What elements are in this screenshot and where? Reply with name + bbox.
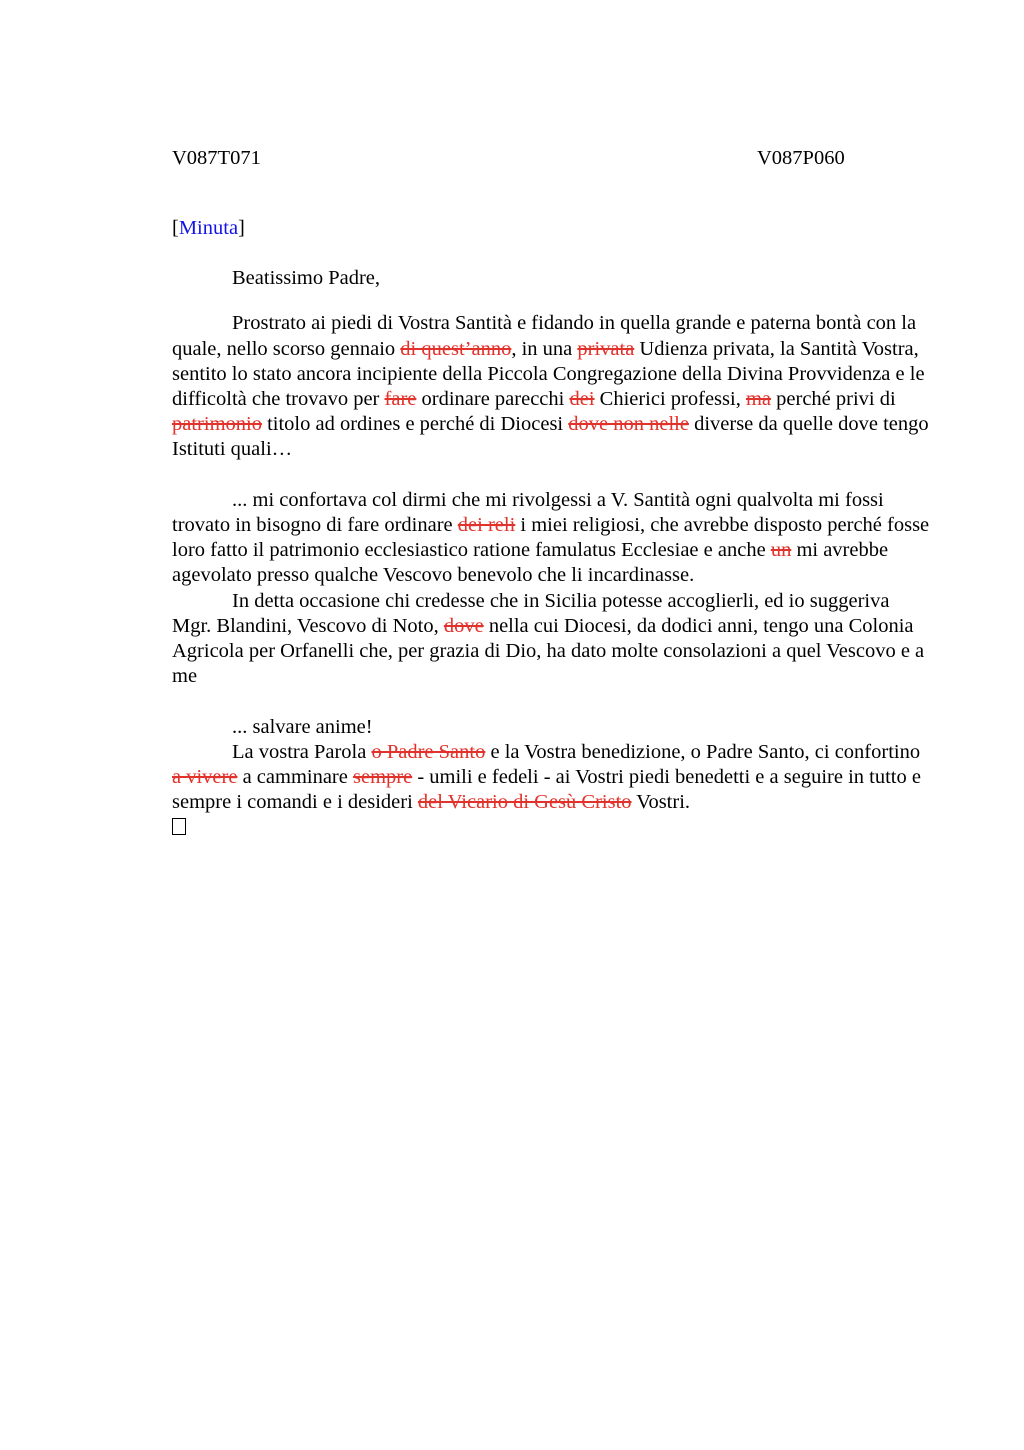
text-run: ... mi confortava col dirmi che mi rivolgessi a V. Santità ogni qualvolta mi fossi trovato in bisogno di fare ordinare xyxy=(172,488,884,537)
text-run: Udienza privata, la Santità Vostra, sentito lo stato ancora incipiente della Piccola Congregazione della Divina Provvidenza e le difficoltà che trovavo per xyxy=(172,337,925,411)
text-run: a camminare xyxy=(237,766,353,789)
text-run: , in una xyxy=(511,337,578,360)
deleted-text-run: a vivere xyxy=(172,766,238,789)
text-run: In detta occasione chi credesse che in Sicilia potesse accoglierli, ed io suggeriva Mgr. Blandini, Vescovo di Noto, xyxy=(172,589,890,637)
deleted-text-run: fare xyxy=(384,388,417,411)
text-run: titolo ad ordines e perché di Diocesi xyxy=(261,413,569,436)
deleted-text-run: patrimonio xyxy=(172,413,262,436)
text-run: Chierici professi, xyxy=(594,388,746,411)
document-code-left: V087T071 xyxy=(172,147,261,169)
document-content xyxy=(172,146,930,843)
text-run: La vostra Parola xyxy=(232,740,372,763)
deleted-text-run: di quest’anno xyxy=(400,337,512,360)
minuta-open-bracket: [ xyxy=(172,217,179,239)
placeholder-line xyxy=(172,815,930,842)
text-run: i miei religiosi, che avrebbe disposto perché fosse loro fatto il patrimonio ecclesiastico ratione famulatus Ecclesiae e anche xyxy=(172,514,930,562)
deleted-text-run: dove non nelle xyxy=(568,413,689,436)
document-header xyxy=(172,146,930,171)
letter-body xyxy=(172,311,930,842)
minuta-link[interactable]: Minuta xyxy=(178,217,239,239)
paragraph-4 xyxy=(172,715,930,740)
text-run: mi avrebbe agevolato presso qualche Vescovo benevolo che li incardinasse. xyxy=(172,539,889,587)
deleted-text-run: del Vicario di Gesù Cristo xyxy=(417,791,632,814)
deleted-text-run: dove xyxy=(443,614,484,637)
text-run: diverse da quelle dove tengo Istituti quali… xyxy=(172,413,929,461)
paragraph-2 xyxy=(172,488,930,589)
empty-square-icon xyxy=(172,818,186,835)
text-run: ... salvare anime! xyxy=(232,715,373,738)
text-run: ordinare parecchi xyxy=(416,388,570,411)
deleted-text-run: un xyxy=(770,539,792,562)
paragraph-1 xyxy=(172,311,930,462)
text-run: Vostri. xyxy=(631,791,691,814)
deleted-text-run: dei reli xyxy=(457,514,516,537)
paragraph-3 xyxy=(172,589,930,690)
minuta-annotation xyxy=(172,216,930,241)
text-run: nella cui Diocesi, da dodici anni, tengo una Colonia Agricola per Orfanelli che, per grazia di Dio, ha dato molte consolazioni a quel Vescovo e a me xyxy=(172,614,925,688)
document-code-right: V087P060 xyxy=(757,147,845,169)
salutation: Beatissimo Padre, xyxy=(232,267,381,290)
deleted-text-run: sempre xyxy=(353,766,413,789)
deleted-text-run: dei xyxy=(569,388,595,411)
deleted-text-run: o Padre Santo xyxy=(371,740,486,763)
text-run: Prostrato ai piedi di Vostra Santità e fidando in quella grande e paterna bontà con la quale, nello scorso gennaio xyxy=(172,312,917,360)
text-run: perché privi di xyxy=(771,388,896,411)
deleted-text-run: ma xyxy=(745,388,772,411)
deleted-text-run: privata xyxy=(577,337,635,360)
paragraph-5 xyxy=(172,740,930,816)
text-run: e la Vostra benedizione, o Padre Santo, ci confortino xyxy=(485,740,921,763)
minuta-close-bracket: ] xyxy=(238,217,245,239)
text-run: - umili e fedeli - ai Vostri piedi benedetti e a seguire in tutto e sempre i comandi e i desideri xyxy=(172,766,921,814)
